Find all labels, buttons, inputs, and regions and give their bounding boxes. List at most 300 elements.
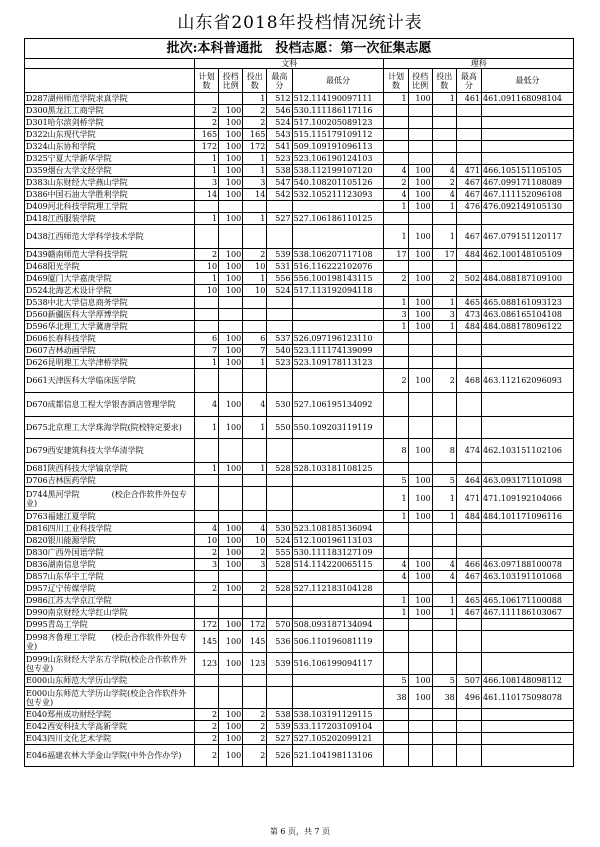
wenke-cell: 524	[267, 535, 292, 547]
school-name-cell: D679西安建筑科技大学华清学院	[25, 439, 195, 463]
wenke-cell	[292, 309, 384, 321]
wenke-cell: 517.100205089123	[292, 117, 384, 129]
like-cell: 1	[432, 595, 456, 607]
wenke-cell: 538.106207117108	[292, 249, 384, 261]
wenke-cell: 546	[267, 105, 292, 117]
like-cell: 484.088187109100	[482, 273, 574, 285]
wenke-cell: 165	[194, 129, 218, 141]
wenke-cell: 523.111174139099	[292, 345, 384, 357]
school-name-cell: D999山东财经大学东方学院(校企合作软件外包专业)	[25, 653, 195, 675]
like-cell	[482, 153, 574, 165]
like-cell	[456, 141, 481, 153]
like-cell: 463.093171101098	[482, 475, 574, 487]
wenke-cell: 1	[194, 213, 218, 225]
wenke-cell: 517.113192094118	[292, 285, 384, 297]
wenke-cell: 100	[219, 117, 243, 129]
like-cell	[482, 393, 574, 417]
wenke-cell: 100	[219, 165, 243, 177]
like-cell	[456, 153, 481, 165]
table-row	[25, 141, 574, 153]
wenke-cell: 2	[194, 547, 218, 559]
wenke-cell	[292, 687, 384, 709]
like-cell	[384, 141, 408, 153]
wenke-cell: 100	[219, 619, 243, 631]
wenke-cell: 1	[194, 165, 218, 177]
like-cell	[456, 213, 481, 225]
wenke-cell: 2	[243, 105, 267, 117]
like-cell	[432, 117, 456, 129]
like-cell: 465.088161093123	[482, 297, 574, 309]
wenke-cell: 100	[219, 653, 243, 675]
group-header-wenke: 文科	[194, 59, 383, 69]
table-row	[25, 463, 574, 475]
like-cell	[384, 745, 408, 767]
wenke-cell	[292, 475, 384, 487]
wenke-cell: 2	[243, 721, 267, 733]
like-cell	[408, 463, 432, 475]
like-cell: 2	[432, 177, 456, 189]
wenke-cell: 3	[243, 559, 267, 571]
table-row	[25, 225, 574, 249]
like-cell: 484.088178096122	[482, 321, 574, 333]
wenke-cell	[292, 571, 384, 583]
wenke-cell: 538.112199107120	[292, 165, 384, 177]
page-footer: 第 6 页，共 7 页	[269, 827, 331, 836]
wenke-cell: 509.109191096113	[292, 141, 384, 153]
school-name-cell: D820银川能源学院	[25, 535, 195, 547]
wenke-cell: 527.106195134092	[292, 393, 384, 417]
like-cell: 100	[408, 189, 432, 201]
school-name-cell: D670成都信息工程大学银杏酒店管理学院	[25, 393, 195, 417]
table-row	[25, 583, 574, 595]
wenke-cell: 527	[267, 213, 292, 225]
wenke-cell: 145	[243, 631, 267, 653]
wenke-cell: 537	[267, 333, 292, 345]
wenke-cell: 2	[243, 249, 267, 261]
table-row	[25, 511, 574, 523]
table-row	[25, 417, 574, 439]
wenke-cell: 1	[194, 273, 218, 285]
like-cell	[384, 709, 408, 721]
school-name-cell: D359烟台大学文经学院	[25, 165, 195, 177]
wenke-cell	[267, 201, 292, 213]
blank-header-cell	[25, 59, 195, 69]
like-cell: 1	[384, 511, 408, 523]
wenke-cell: 523	[267, 357, 292, 369]
wenke-cell: 516.106199094117	[292, 653, 384, 675]
like-cell: 100	[408, 369, 432, 393]
wenke-cell: 523.109178113123	[292, 357, 384, 369]
like-cell	[384, 153, 408, 165]
wenke-cell	[219, 439, 243, 463]
table-row	[25, 369, 574, 393]
like-cell: 100	[408, 559, 432, 571]
like-cell: 4	[384, 559, 408, 571]
like-cell: 4	[432, 571, 456, 583]
like-cell	[432, 745, 456, 767]
like-cell: 100	[408, 273, 432, 285]
like-cell: 100	[408, 177, 432, 189]
wenke-cell	[219, 595, 243, 607]
school-name-cell: D995青岛工学院	[25, 619, 195, 631]
like-cell	[408, 631, 432, 653]
like-cell: 484	[456, 511, 481, 523]
admission-table	[24, 58, 574, 767]
like-cell: 4	[432, 189, 456, 201]
like-cell: 476.092149105130	[482, 201, 574, 213]
like-cell: 5	[384, 475, 408, 487]
like-cell	[408, 653, 432, 675]
wenke-cell: 4	[243, 393, 267, 417]
like-cell: 465	[456, 595, 481, 607]
wenke-cell: 172	[194, 619, 218, 631]
wenke-cell	[219, 201, 243, 213]
wenke-cell: 100	[219, 189, 243, 201]
wenke-cell: 10	[194, 535, 218, 547]
table-row	[25, 321, 574, 333]
like-cell: 100	[408, 201, 432, 213]
wenke-cell: 1	[243, 357, 267, 369]
wenke-cell: 100	[219, 153, 243, 165]
like-cell	[384, 653, 408, 675]
wenke-cell: 527	[267, 733, 292, 745]
like-cell	[482, 619, 574, 631]
table-row	[25, 153, 574, 165]
table-row	[25, 631, 574, 653]
wenke-cell	[219, 225, 243, 249]
like-cell	[432, 105, 456, 117]
like-cell: 38	[384, 687, 408, 709]
like-cell: 463.112162096093	[482, 369, 574, 393]
like-cell	[384, 733, 408, 745]
school-name-cell: E040郑州成功财经学院	[25, 709, 195, 721]
like-cell	[432, 535, 456, 547]
like-cell: 4	[384, 165, 408, 177]
school-name-cell: D438江西师范大学科学技术学院	[25, 225, 195, 249]
like-cell	[482, 129, 574, 141]
wenke-cell	[243, 201, 267, 213]
like-cell: 4	[432, 559, 456, 571]
wenke-cell: 100	[219, 333, 243, 345]
like-cell: 4	[432, 165, 456, 177]
like-cell: 461	[456, 93, 481, 105]
wenke-cell: 1	[243, 417, 267, 439]
like-cell	[384, 285, 408, 297]
wenke-cell	[243, 511, 267, 523]
wenke-cell	[194, 201, 218, 213]
wenke-cell: 100	[219, 721, 243, 733]
like-cell: 467	[456, 177, 481, 189]
like-cell: 100	[408, 675, 432, 687]
wenke-cell	[243, 297, 267, 309]
wenke-cell	[267, 675, 292, 687]
wenke-cell: 532.105211123093	[292, 189, 384, 201]
like-cell	[408, 393, 432, 417]
wenke-cell	[267, 687, 292, 709]
wenke-col-header: 投出数	[243, 69, 267, 93]
like-cell: 8	[384, 439, 408, 463]
table-row	[25, 559, 574, 571]
wenke-cell: 556.100198143115	[292, 273, 384, 285]
wenke-cell: 540.108201105126	[292, 177, 384, 189]
like-cell	[482, 261, 574, 273]
school-name-cell: E046福建农林大学金山学院(中外合作办学)	[25, 745, 195, 767]
like-cell	[384, 393, 408, 417]
like-cell: 100	[408, 93, 432, 105]
like-cell: 1	[384, 225, 408, 249]
wenke-cell	[194, 225, 218, 249]
like-cell: 463.086165104108	[482, 309, 574, 321]
like-cell: 468	[456, 369, 481, 393]
like-cell: 1	[384, 487, 408, 511]
like-cell	[482, 417, 574, 439]
like-cell: 2	[432, 369, 456, 393]
group-header-row	[25, 59, 574, 69]
like-cell: 467.079151120117	[482, 225, 574, 249]
like-cell	[456, 583, 481, 595]
school-name-cell: D386中国石油大学胜利学院	[25, 189, 195, 201]
school-name-cell: E043四川文化艺术学院	[25, 733, 195, 745]
like-cell: 100	[408, 511, 432, 523]
wenke-cell: 570	[267, 619, 292, 631]
school-name-cell: E000山东师范大学历山学院	[25, 675, 195, 687]
school-name-cell: D324山东协和学院	[25, 141, 195, 153]
table-row	[25, 653, 574, 675]
wenke-cell: 521.104198113106	[292, 745, 384, 767]
wenke-cell: 2	[194, 733, 218, 745]
wenke-cell	[219, 475, 243, 487]
table-row	[25, 357, 574, 369]
table-row	[25, 687, 574, 709]
wenke-cell: 1	[243, 153, 267, 165]
like-cell	[384, 721, 408, 733]
wenke-cell: 7	[243, 345, 267, 357]
school-name-cell: D606长春科技学院	[25, 333, 195, 345]
like-cell: 507	[456, 675, 481, 687]
like-cell	[384, 357, 408, 369]
wenke-cell: 542	[267, 189, 292, 201]
table-row	[25, 675, 574, 687]
like-cell: 464	[456, 475, 481, 487]
wenke-cell: 2	[243, 709, 267, 721]
wenke-cell: 543	[267, 129, 292, 141]
school-name-cell: D675北京理工大学珠海学院(院校特定要求)	[25, 417, 195, 439]
wenke-cell	[292, 321, 384, 333]
table-row	[25, 721, 574, 733]
wenke-cell: 100	[219, 547, 243, 559]
table-row	[25, 105, 574, 117]
like-cell	[482, 463, 574, 475]
wenke-cell	[267, 439, 292, 463]
wenke-cell: 1	[243, 463, 267, 475]
wenke-cell: 526.097196123110	[292, 333, 384, 345]
table-row	[25, 393, 574, 417]
like-cell	[482, 709, 574, 721]
like-cell	[456, 721, 481, 733]
school-name-cell: D301哈尔滨剑桥学院	[25, 117, 195, 129]
wenke-cell: 523	[267, 153, 292, 165]
like-cell	[482, 141, 574, 153]
like-cell: 5	[432, 675, 456, 687]
like-col-header: 投档比例	[408, 69, 432, 93]
like-cell	[384, 535, 408, 547]
wenke-cell	[267, 309, 292, 321]
wenke-cell: 1	[194, 153, 218, 165]
wenke-cell	[267, 487, 292, 511]
wenke-cell: 4	[243, 523, 267, 535]
table-row	[25, 297, 574, 309]
like-cell	[432, 583, 456, 595]
like-cell	[482, 653, 574, 675]
wenke-cell: 528	[267, 463, 292, 475]
wenke-cell: 550	[267, 417, 292, 439]
school-name-cell: D986江苏大学京江学院	[25, 595, 195, 607]
like-cell	[384, 583, 408, 595]
like-cell: 1	[432, 487, 456, 511]
wenke-cell	[194, 297, 218, 309]
wenke-cell	[267, 571, 292, 583]
like-cell	[384, 213, 408, 225]
table-row	[25, 571, 574, 583]
like-cell: 1	[384, 595, 408, 607]
wenke-cell	[267, 595, 292, 607]
wenke-cell: 6	[243, 333, 267, 345]
wenke-cell: 530.111183127109	[292, 547, 384, 559]
like-cell: 100	[408, 595, 432, 607]
wenke-cell	[219, 369, 243, 393]
group-header-like: 理科	[384, 59, 574, 69]
table-row	[25, 619, 574, 631]
wenke-cell: 2	[194, 105, 218, 117]
wenke-cell: 6	[194, 333, 218, 345]
like-cell: 467.111186103067	[482, 607, 574, 619]
like-cell	[408, 345, 432, 357]
like-cell	[482, 357, 574, 369]
school-name-cell: D990南京财经大学红山学院	[25, 607, 195, 619]
wenke-cell: 515.115179109112	[292, 129, 384, 141]
wenke-cell	[292, 369, 384, 393]
wenke-cell	[292, 439, 384, 463]
school-name-cell: D409河北科技学院理工学院	[25, 201, 195, 213]
like-cell	[456, 285, 481, 297]
wenke-cell	[194, 321, 218, 333]
wenke-cell: 516.116222102076	[292, 261, 384, 273]
like-cell: 484	[456, 249, 481, 261]
like-cell	[384, 619, 408, 631]
table-row	[25, 213, 574, 225]
like-cell: 1	[432, 297, 456, 309]
like-cell: 1	[384, 607, 408, 619]
like-cell: 467.099171108089	[482, 177, 574, 189]
like-cell	[456, 619, 481, 631]
like-cell: 461.110175098078	[482, 687, 574, 709]
wenke-cell: 100	[219, 261, 243, 273]
wenke-cell: 165	[243, 129, 267, 141]
like-cell: 461.091168098104	[482, 93, 574, 105]
wenke-cell: 2	[194, 583, 218, 595]
wenke-cell	[267, 607, 292, 619]
like-cell: 1	[432, 93, 456, 105]
column-header-row	[25, 69, 574, 93]
school-name-cell: D836湖南信息学院	[25, 559, 195, 571]
wenke-cell	[194, 475, 218, 487]
table-row	[25, 595, 574, 607]
table-row	[25, 249, 574, 261]
wenke-cell: 172	[243, 619, 267, 631]
like-cell	[456, 129, 481, 141]
wenke-cell: 3	[194, 559, 218, 571]
like-cell	[384, 463, 408, 475]
wenke-cell	[243, 309, 267, 321]
table-row	[25, 165, 574, 177]
school-name-cell: D626昆明理工大学津桥学院	[25, 357, 195, 369]
like-cell	[482, 117, 574, 129]
like-cell	[432, 653, 456, 675]
like-cell: 1	[432, 321, 456, 333]
like-cell: 1	[432, 607, 456, 619]
like-cell	[408, 745, 432, 767]
wenke-cell	[194, 595, 218, 607]
wenke-cell	[243, 607, 267, 619]
table-row	[25, 189, 574, 201]
like-cell	[456, 535, 481, 547]
like-cell	[384, 117, 408, 129]
like-cell	[432, 733, 456, 745]
like-cell	[384, 631, 408, 653]
school-name-cell: D322山东现代学院	[25, 129, 195, 141]
school-name-cell: E042西安科技大学高新学院	[25, 721, 195, 733]
like-cell	[456, 523, 481, 535]
wenke-cell: 1	[243, 213, 267, 225]
wenke-cell	[219, 511, 243, 523]
wenke-col-header: 计划数	[194, 69, 218, 93]
school-name-cell: D418江西服装学院	[25, 213, 195, 225]
wenke-cell: 10	[243, 285, 267, 297]
table-row	[25, 439, 574, 463]
wenke-cell	[194, 571, 218, 583]
like-cell: 3	[432, 309, 456, 321]
like-cell: 474	[456, 439, 481, 463]
like-cell	[482, 535, 574, 547]
like-cell: 100	[408, 249, 432, 261]
wenke-cell	[243, 439, 267, 463]
school-name-cell: D383山东财经大学燕山学院	[25, 177, 195, 189]
wenke-cell	[243, 687, 267, 709]
wenke-cell: 100	[219, 745, 243, 767]
like-cell: 100	[408, 297, 432, 309]
wenke-cell: 555	[267, 547, 292, 559]
wenke-cell	[292, 607, 384, 619]
school-name-cell: D830广西外国语学院	[25, 547, 195, 559]
like-col-header: 计划数	[384, 69, 408, 93]
like-cell: 100	[408, 309, 432, 321]
wenke-cell	[194, 607, 218, 619]
like-cell: 484	[456, 321, 481, 333]
wenke-cell: 100	[219, 463, 243, 475]
wenke-cell: 538	[267, 709, 292, 721]
like-cell	[408, 619, 432, 631]
wenke-cell: 530	[267, 393, 292, 417]
table-row	[25, 733, 574, 745]
like-cell	[432, 261, 456, 273]
wenke-cell: 530	[267, 523, 292, 535]
school-name-cell: D957辽宁传媒学院	[25, 583, 195, 595]
wenke-cell: 172	[194, 141, 218, 153]
wenke-cell	[219, 487, 243, 511]
wenke-cell: 556	[267, 273, 292, 285]
school-name-cell: E000山东师范大学历山学院(校企合作软件外包专业)	[25, 687, 195, 709]
like-cell: 467.111152096108	[482, 189, 574, 201]
